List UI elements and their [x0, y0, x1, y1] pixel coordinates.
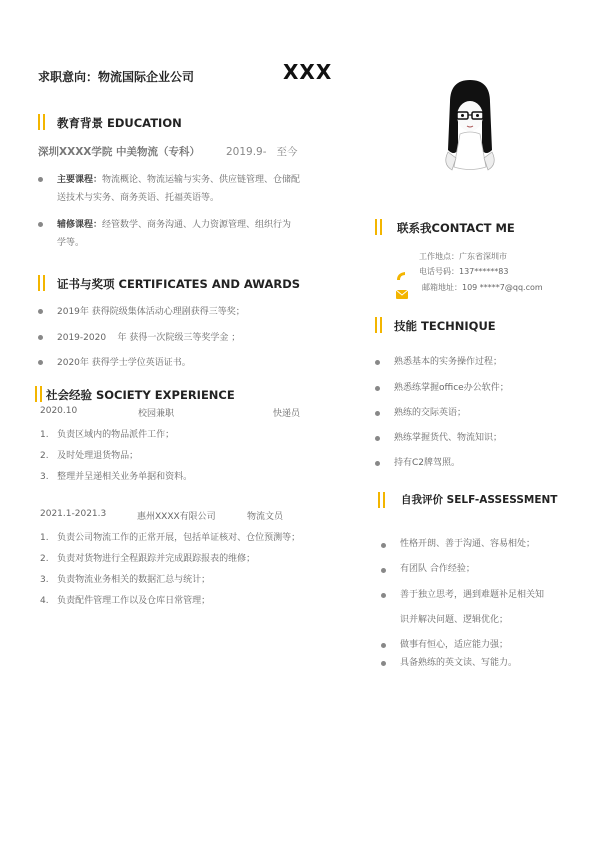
skill-item: 熟练的交际英语； — [394, 408, 467, 418]
section-marker — [35, 386, 37, 402]
self-item: 具备熟练的英文读、写能力。 — [400, 658, 518, 668]
job1-duty: 2. 及时处理退货物品； — [40, 451, 139, 461]
phone-icon — [396, 266, 406, 276]
bullet — [38, 309, 43, 314]
section-marker — [375, 317, 377, 333]
section-marker — [38, 275, 40, 291]
bullet — [38, 177, 43, 182]
bullet — [375, 411, 380, 416]
bullet — [375, 386, 380, 391]
self-item: 善于独立思考，遇到难题补足相关知 — [400, 590, 545, 600]
section-marker — [43, 275, 45, 291]
job1-duty: 1. 负责区域内的物品派件工作； — [40, 430, 175, 440]
bullet — [375, 436, 380, 441]
job2-date: 2021.1-2021.3 — [40, 509, 107, 519]
self-item: 识并解决问题、逻辑优化； — [400, 615, 509, 625]
job1-duty: 3. 整理并呈递相关业务单据和资料。 — [40, 472, 193, 482]
skills-heading: 技能 TECHNIQUE — [394, 319, 496, 333]
certificate-item: 2019年 获得院级集体活动心理剧获得三等奖； — [57, 307, 245, 317]
bullet — [381, 661, 386, 666]
self-item: 性格开朗、善于沟通、容易相处； — [400, 539, 536, 549]
section-marker — [380, 317, 382, 333]
contact-phone: 电话号码：137******83 — [419, 267, 509, 276]
job2-duty: 2. 负责对货物进行全程跟踪并完成跟踪报表的维修； — [40, 554, 256, 564]
job1-org: 校园兼职 — [138, 409, 175, 419]
self-item: 做事有恒心，适应能力强； — [400, 640, 509, 650]
section-marker — [43, 114, 45, 130]
job2-duty: 1. 负责公司物流工作的正常开展，包括单证核对、仓位预测等； — [40, 533, 301, 543]
section-marker — [375, 219, 377, 235]
bullet — [381, 643, 386, 648]
aux-courses-line1: 辅修课程：经管数学、商务沟通、人力资源管理、组织行为 — [57, 220, 292, 230]
job2-org: 惠州XXXX有限公司 — [137, 512, 216, 522]
job2-duty: 3. 负责物流业务相关的数据汇总与统计； — [40, 575, 211, 585]
bullet — [375, 461, 380, 466]
self-heading: 自我评价 SELF-ASSESSMENT — [401, 494, 558, 506]
section-marker — [38, 114, 40, 130]
bullet — [381, 543, 386, 548]
certificates-heading: 证书与奖项 CERTIFICATES AND AWARDS — [57, 277, 301, 291]
bullet — [381, 568, 386, 573]
candidate-name: XXX — [283, 60, 333, 84]
bullet — [38, 360, 43, 365]
main-courses-line1: 主要课程：物流概论、物流运输与实务、供应链管理、仓储配 — [57, 175, 301, 185]
job1-date: 2020.10 — [40, 406, 78, 416]
aux-courses-line2: 学等。 — [57, 238, 85, 248]
section-marker — [380, 219, 382, 235]
bullet — [381, 593, 386, 598]
email-icon — [396, 284, 408, 293]
contact-heading: 联系我CONTACT ME — [397, 221, 515, 235]
job1-role: 快递员 — [273, 409, 301, 419]
society-heading: 社会经验 SOCIETY EXPERIENCE — [46, 388, 235, 402]
bullet — [375, 360, 380, 365]
avatar — [438, 72, 502, 182]
contact-location: 工作地点：广东省深圳市 — [419, 252, 507, 261]
bullet — [38, 222, 43, 227]
school-name: 深圳XXXX学院 中美物流（专科） — [38, 146, 201, 158]
job2-role: 物流文员 — [247, 512, 284, 522]
contact-email: 邮箱地址：109 *****7@qq.com — [422, 283, 543, 292]
skill-item: 熟悉练掌握office办公软件； — [394, 383, 509, 393]
section-marker — [383, 492, 385, 508]
education-heading: 教育背景 EDUCATION — [57, 116, 182, 130]
education-period: 2019.9- 至今 — [226, 146, 298, 158]
certificate-item: 2019-2020 年 获得一次院级三等奖学金 ； — [57, 333, 241, 343]
bullet — [38, 335, 43, 340]
skill-item: 持有C2牌驾照。 — [394, 458, 461, 468]
self-item: 有团队 合作经验； — [400, 564, 475, 574]
section-marker — [40, 386, 42, 402]
objective: 求职意向：物流国际企业公司 — [38, 70, 195, 84]
skill-item: 熟悉基本的实务操作过程； — [394, 357, 503, 367]
main-courses-line2: 送技术与实务、商务英语、托福英语等。 — [57, 193, 220, 203]
job2-duty: 4. 负责配件管理工作以及仓库日常管理； — [40, 596, 211, 606]
section-marker — [378, 492, 380, 508]
skill-item: 熟练掌握货代、物流知识； — [394, 433, 503, 443]
certificate-item: 2020年 获得学士学位英语证书。 — [57, 358, 191, 368]
